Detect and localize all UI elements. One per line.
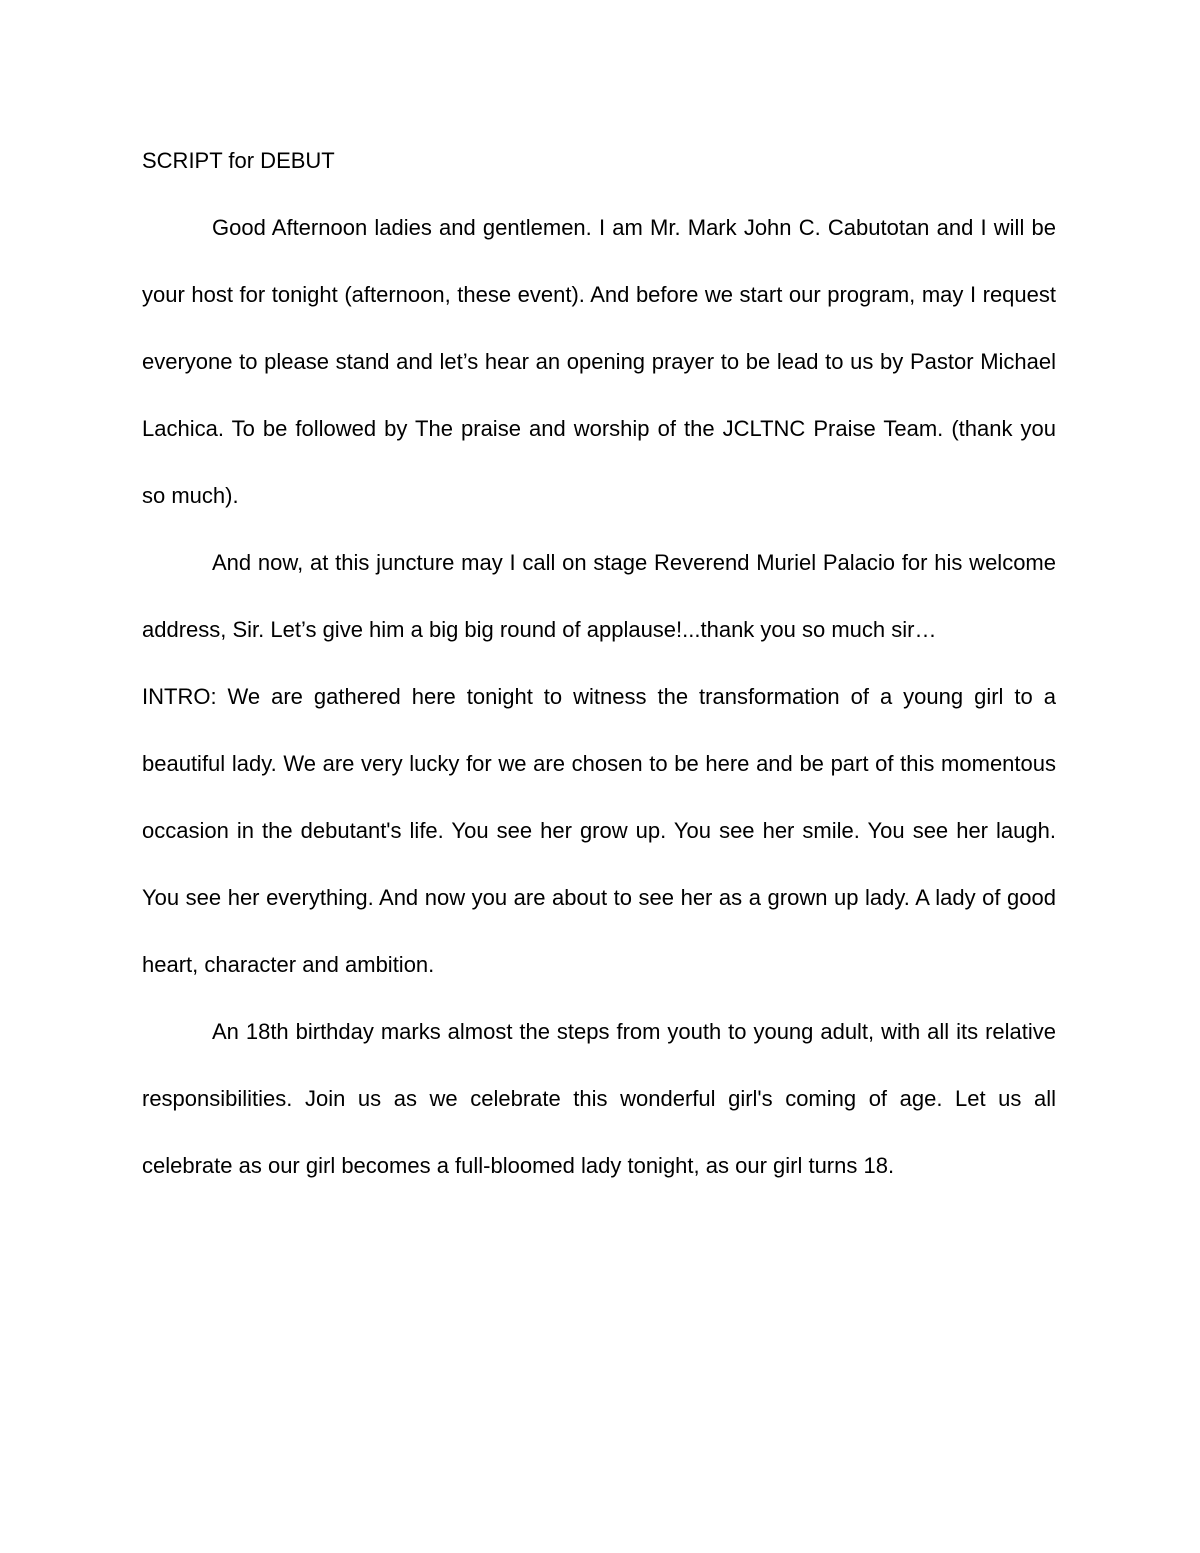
- paragraph-greeting: Good Afternoon ladies and gentlemen. I am Mr. Mark John C. Cabutotan and I will be your host for tonight (afternoon, these event). And before we start our program, may I request everyone to please stand and let’s hear an opening prayer to be lead to us by Pastor Michael Lachica. To be followed by The praise and worship of the JCLTNC Praise Team. (thank you so much).: [142, 215, 1056, 508]
- document-body: [142, 144, 1056, 1199]
- paragraph-eighteenth-birthday: An 18th birthday marks almost the steps from youth to young adult, with all its relative responsibilities. Join us as we celebrate this wonderful girl's coming of age. Let us all celebrate as our girl becomes a full-bloomed lady tonight, as our girl turns 18.: [142, 1019, 1056, 1178]
- document-title: SCRIPT for DEBUT: [142, 148, 335, 173]
- paragraph-welcome-address: And now, at this juncture may I call on stage Reverend Muriel Palacio for his welcome address, Sir. Let’s give him a big big round of applause!...thank you so much sir…: [142, 550, 1056, 642]
- paragraph-intro: INTRO: We are gathered here tonight to witness the transformation of a young girl to a beautiful lady. We are very lucky for we are chosen to be here and be part of this momentous occasion in the debutant's life. You see her grow up. You see her smile. You see her laugh. You see her everything. And now you are about to see her as a grown up lady. A lady of good heart, character and ambition.: [142, 684, 1056, 977]
